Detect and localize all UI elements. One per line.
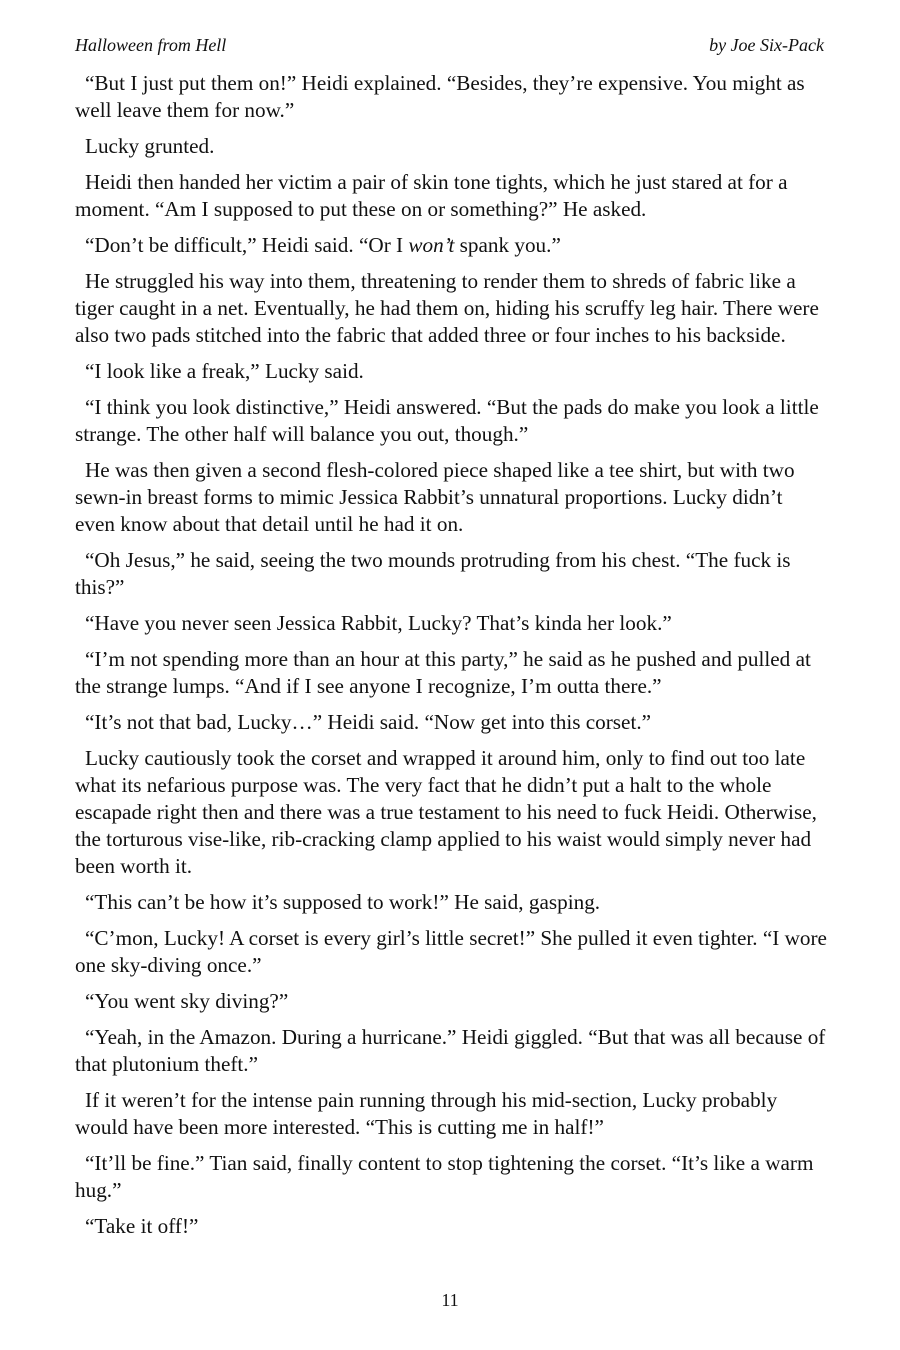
- author-byline: by Joe Six-Pack: [709, 35, 824, 55]
- paragraph-text: “I think you look distinctive,” Heidi answered. “But the pads do make you look a little strange. The other half will balance you out, though.”: [75, 395, 819, 446]
- paragraph-text: He struggled his way into them, threatening to render them to shreds of fabric like a tiger caught in a net. Eventually, he had them on, hiding his scruffy leg hair. There were also two pads stitched into the fabric that added three or four inches to his backside.: [75, 269, 819, 347]
- book-title: Halloween from Hell: [75, 35, 227, 55]
- paragraph-text: “C’mon, Lucky! A corset is every girl’s little secret!” She pulled it even tighter. “I wore one sky-diving once.”: [75, 926, 827, 977]
- paragraph: [75, 610, 827, 637]
- paragraph: [75, 232, 827, 259]
- paragraph-text: If it weren’t for the intense pain running through his mid-section, Lucky probably would have been more interested. “This is cutting me in half!”: [75, 1088, 778, 1139]
- body-text: [75, 70, 827, 1249]
- paragraph: [75, 1087, 827, 1141]
- paragraph: [75, 133, 827, 160]
- paragraph-text: He was then given a second flesh-colored piece shaped like a tee shirt, but with two sewn-in breast forms to mimic Jessica Rabbit’s unnatural proportions. Lucky didn’t even know about that detail until he had it on.: [75, 458, 795, 536]
- paragraph-text: Lucky cautiously took the corset and wrapped it around him, only to find out too late what its nefarious purpose was. The very fact that he didn’t put a halt to the whole escapade right then and there was a true testament to his need to fuck Heidi. Otherwise, the torturous vise-like, rib-cracking clamp applied to his waist would simply never had been worth it.: [75, 746, 817, 878]
- paragraph-text: “Oh Jesus,” he said, seeing the two mounds protruding from his chest. “The fuck is this?”: [75, 548, 791, 599]
- paragraph: [75, 709, 827, 736]
- paragraph: [75, 70, 827, 124]
- paragraph-text: “But I just put them on!” Heidi explained. “Besides, they’re expensive. You might as well leave them for now.”: [75, 71, 805, 122]
- page-number: 11: [441, 1290, 459, 1310]
- paragraph: [75, 169, 827, 223]
- paragraph: [75, 925, 827, 979]
- paragraph: [75, 268, 827, 349]
- paragraph-text: “Yeah, in the Amazon. During a hurricane.” Heidi giggled. “But that was all because of that plutonium theft.”: [75, 1025, 826, 1076]
- running-header: [75, 35, 824, 59]
- paragraph-text: “Don’t be difficult,” Heidi said. “Or I: [85, 233, 409, 257]
- paragraph: [75, 1024, 827, 1078]
- paragraph: [75, 394, 827, 448]
- paragraph: [75, 358, 827, 385]
- paragraph-text: “I look like a freak,” Lucky said.: [85, 359, 364, 383]
- paragraph: [75, 547, 827, 601]
- paragraph-text: “Take it off!”: [85, 1214, 199, 1238]
- paragraph: [75, 1150, 827, 1204]
- paragraph: [75, 988, 827, 1015]
- paragraph-text: “You went sky diving?”: [85, 989, 289, 1013]
- paragraph: [75, 889, 827, 916]
- paragraph: [75, 646, 827, 700]
- paragraph: [75, 457, 827, 538]
- paragraph-text: Heidi then handed her victim a pair of skin tone tights, which he just stared at for a moment. “Am I supposed to put these on or something?” He asked.: [75, 170, 788, 221]
- paragraph: [75, 1213, 827, 1240]
- paragraph-text: “This can’t be how it’s supposed to work!” He said, gasping.: [85, 890, 601, 914]
- emphasis-text: won’t: [408, 233, 455, 257]
- paragraph-text: “It’ll be fine.” Tian said, finally content to stop tightening the corset. “It’s like a warm hug.”: [75, 1151, 814, 1202]
- paragraph: [75, 745, 827, 880]
- paragraph-text: spank you.”: [454, 233, 561, 257]
- paragraph-text: “I’m not spending more than an hour at this party,” he said as he pushed and pulled at the strange lumps. “And if I see anyone I recognize, I’m outta there.”: [75, 647, 811, 698]
- paragraph-text: “It’s not that bad, Lucky…” Heidi said. “Now get into this corset.”: [85, 710, 652, 734]
- paragraph-text: Lucky grunted.: [85, 134, 215, 158]
- paragraph-text: “Have you never seen Jessica Rabbit, Lucky? That’s kinda her look.”: [85, 611, 672, 635]
